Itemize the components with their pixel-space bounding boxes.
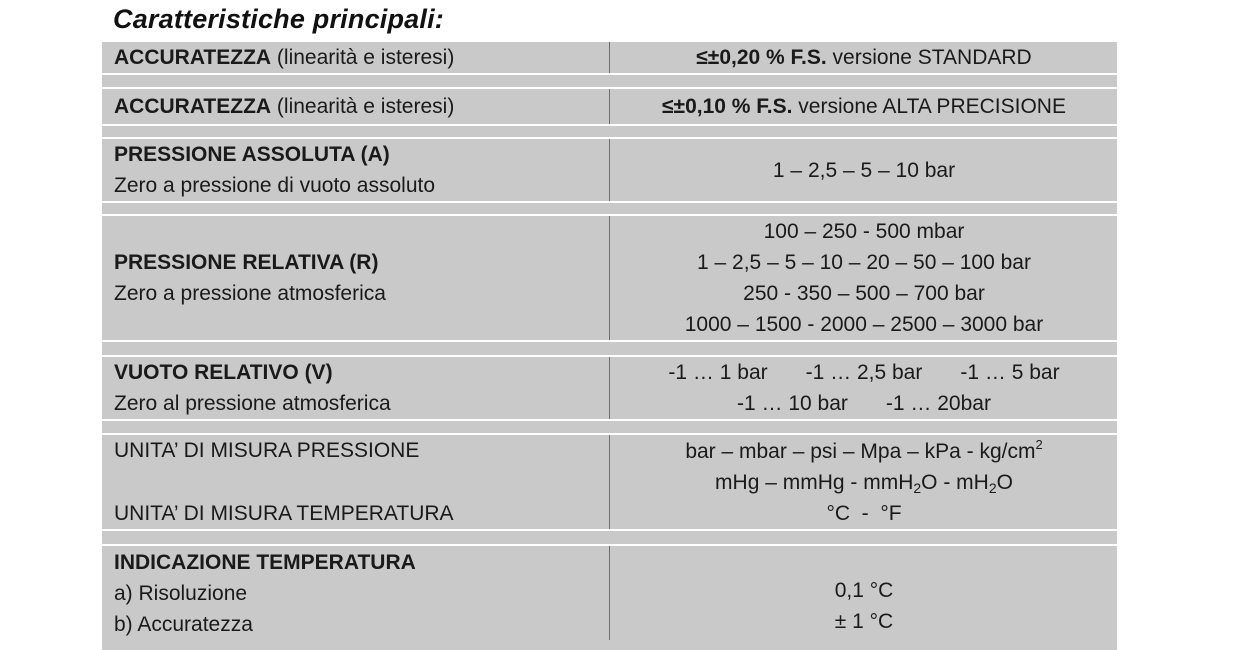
row-divider <box>102 419 1117 421</box>
pressure-units: bar – mbar – psi – Mpa – kPa - $kg/cm^2$ <box>685 436 1043 463</box>
temperature-units: °C - °F <box>826 501 902 525</box>
temperature-indication-label: INDICAZIONE TEMPERATURA a) Risoluzione b) Accuratezza <box>114 550 416 636</box>
row-divider <box>102 73 1117 75</box>
absolute-pressure-label: PRESSIONE ASSOLUTA (A) Zero a pressione di vuoto assoluto <box>114 143 436 197</box>
row-divider <box>102 340 1117 342</box>
column-separator <box>609 139 610 201</box>
column-separator <box>609 357 610 419</box>
column-separator <box>609 435 610 529</box>
measurement-units-values <box>611 435 1117 529</box>
column-separator <box>609 42 610 73</box>
accuracy-high-precision-value: ≤±0,10 % F.S. versione ALTA PRECISIONE <box>662 95 1066 118</box>
column-separator <box>609 89 610 124</box>
relative-vacuum-ranges: -1 … 1 bar -1 … 2,5 bar -1 … 5 bar -1 … 10 bar -1 … 20bar <box>668 361 1060 415</box>
mercury-water-units: mHg – mmHg - $mmH_2O - mH_2O$ <box>715 470 1013 496</box>
row-divider <box>102 529 1117 531</box>
accuracy-standard-value: ≤±0,20 % F.S. versione STANDARD <box>696 46 1032 69</box>
row-divider <box>102 124 1117 126</box>
measurement-units-label: UNITA’ DI MISURA PRESSIONE UNITA’ DI MISURA TEMPERATURA <box>114 439 454 525</box>
relative-pressure-label: PRESSIONE RELATIVA (R) Zero a pressione atmosferica <box>114 251 386 305</box>
column-separator <box>609 216 610 340</box>
row-divider <box>102 201 1117 203</box>
accuracy-high-precision-label: ACCURATEZZA (linearità e isteresi) <box>114 95 455 118</box>
accuracy-standard-label: ACCURATEZZA (linearità e isteresi) <box>114 46 455 69</box>
specifications-table <box>102 42 1117 650</box>
absolute-pressure-ranges: 1 – 2,5 – 5 – 10 bar <box>772 158 956 182</box>
page-title: Caratteristiche principali: <box>113 4 444 34</box>
temperature-indication-values: 0,1 °C ± 1 °C <box>834 579 894 633</box>
relative-vacuum-label: VUOTO RELATIVO (V) Zero al pressione atmosferica <box>114 361 391 415</box>
column-separator <box>609 546 610 640</box>
relative-pressure-ranges: 100 – 250 - 500 mbar 1 – 2,5 – 5 – 10 – 20 – 50 – 100 bar 250 - 350 – 500 – 700 bar 1000 – 1500 - 2000 – 2500 – 3000 bar <box>684 220 1044 336</box>
